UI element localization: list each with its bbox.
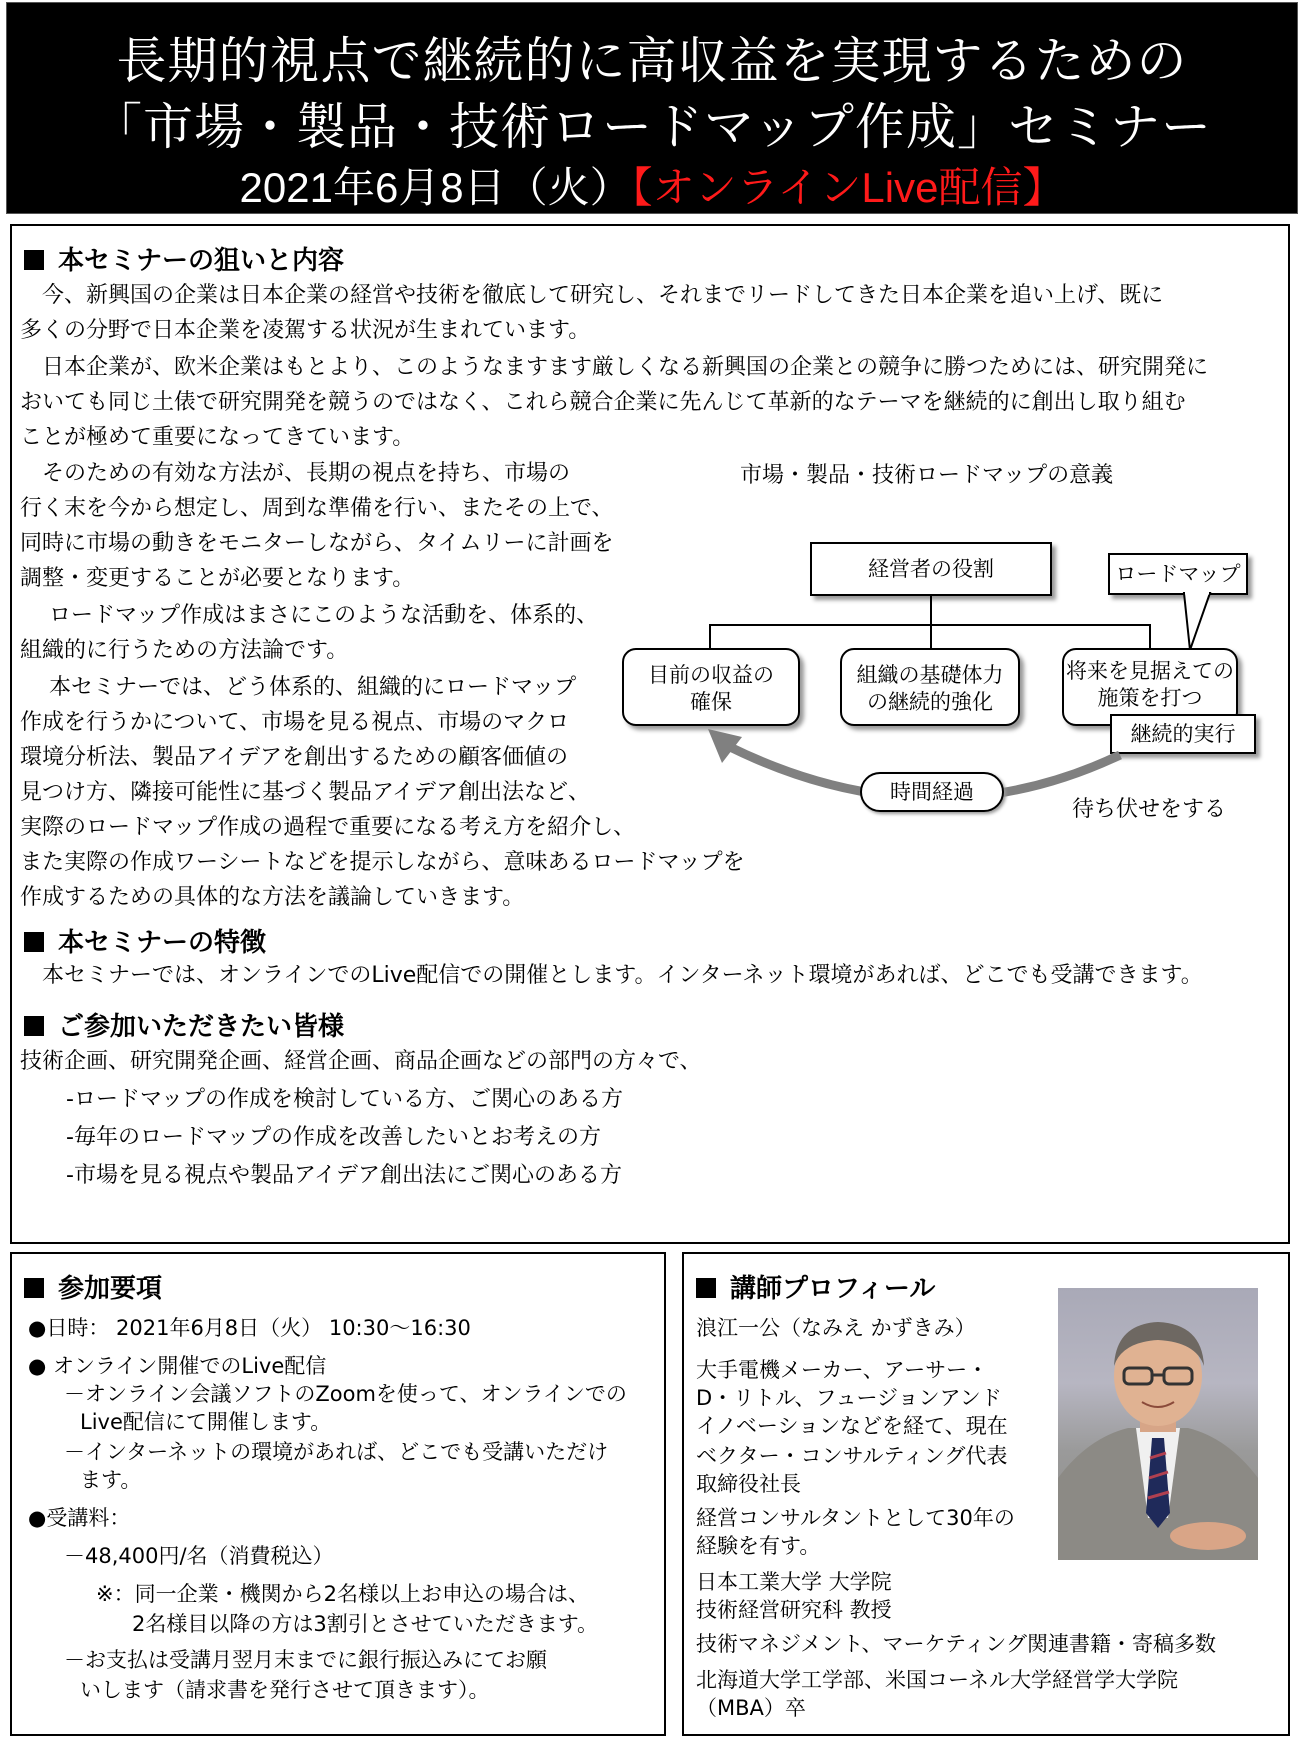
aims-line: 調整・変更することが必要となります。 [20, 566, 415, 591]
aims-line: 見つけ方、隣接可能性に基づく製品アイデア創出法など、 [20, 780, 591, 805]
section-title-profile: 講師プロフィール [696, 1268, 935, 1305]
discount-note: ※：同一企業・機関から2名様以上お申込の場合は、 [96, 1582, 589, 1606]
date-line [7, 155, 1297, 215]
connector-line [1149, 624, 1151, 648]
audience-item: -毎年のロードマップの作成を改善したいとお考えの方 [66, 1125, 602, 1150]
aims-line: 同時に市場の動きをモニターしながら、タイムリーに計画を [20, 531, 614, 556]
fee-heading: ●受講料： [28, 1506, 131, 1530]
diagram-callout-roadmap: ロードマップ [1108, 553, 1248, 595]
instructor-photo [1058, 1288, 1258, 1560]
audience-item: -ロードマップの作成を検討している方、ご関心のある方 [66, 1087, 624, 1112]
diagram-box-short-term-profit: 目前の収益の 確保 [622, 648, 800, 726]
title-line-2: 「市場・製品・技術ロードマップ作成」セミナー [92, 99, 1212, 155]
experience-line: 経営コンサルタントとして30年の [696, 1506, 1015, 1530]
aims-line: 実際のロードマップ作成の過程で重要になる考え方を紹介し、 [20, 815, 636, 840]
online-live-badge: 【オンラインLive配信】 [631, 164, 1065, 211]
aims-line: 組織的に行うための方法論です。 [20, 638, 349, 663]
callout-tail-icon [1180, 592, 1220, 652]
career-line: 大手電機メーカー、アーサー・ [696, 1358, 989, 1382]
online-detail: －インターネットの環境があれば、どこでも受講いただけ [64, 1440, 609, 1464]
payment-note: いします（請求書を発行させて頂きます）。 [80, 1678, 490, 1702]
square-bullet-icon [24, 250, 44, 270]
connector-line [709, 624, 711, 648]
title-line-1: 長期的視点で継続的に高収益を実現するための [116, 33, 1188, 89]
event-datetime: ●日時： 2021年6月8日（火） 10:30～16:30 [28, 1316, 471, 1340]
education-line: 北海道大学工学部、米国コーネル大学経営学大学院 [696, 1668, 1178, 1692]
diagram-ambush-label: 待ち伏せをする [1072, 797, 1227, 822]
career-line: イノベーションなどを経て、現在 [696, 1414, 1008, 1438]
fee-amount: －48,400円/名（消費税込） [64, 1544, 334, 1568]
section-title-features: 本セミナーの特徴 [24, 922, 266, 959]
online-detail: ます。 [80, 1468, 142, 1492]
aims-line: ロードマップ作成はまさにこのような活動を、体系的、 [20, 603, 599, 628]
audience-item: -市場を見る視点や製品アイデア創出法にご関心のある方 [66, 1163, 622, 1188]
aims-line: 多くの分野で日本企業を凌駕する状況が生まれています。 [20, 318, 591, 343]
connector-line [930, 624, 932, 648]
diagram-box-continuous-execution: 継続的実行 [1110, 714, 1256, 754]
diagram-title: 市場・製品・技術ロードマップの意義 [740, 463, 1114, 488]
experience-line: 経験を有す。 [696, 1534, 821, 1558]
online-detail: －オンライン会議ソフトのZoomを使って、オンラインでの [64, 1382, 627, 1406]
diagram-box-future-measures: 将来を見据えての 施策を打つ [1062, 648, 1238, 726]
online-detail: Live配信にて開催します。 [80, 1410, 332, 1434]
aims-line: 作成を行うかについて、市場を見る視点、市場のマクロ [20, 710, 570, 735]
books-line: 技術マネジメント、マーケティング関連書籍・寄稿多数 [696, 1632, 1216, 1656]
aims-line: ことが極めて重要になってきています。 [20, 425, 415, 450]
career-line: D・リトル、フュージョンアンド [696, 1386, 1002, 1410]
career-line: ベクター・コンサルティング代表 [696, 1444, 1008, 1468]
square-bullet-icon [24, 1016, 44, 1036]
instructor-name: 浪江一公（なみえ かずきみ） [696, 1316, 976, 1340]
education-line: （MBA）卒 [696, 1696, 806, 1720]
aims-line: 行く末を今から想定し、周到な準備を行い、またその上で、 [20, 496, 614, 521]
aims-line: 本セミナーでは、どう体系的、組織的にロードマップ [20, 675, 577, 700]
square-bullet-icon [24, 932, 44, 952]
square-bullet-icon [24, 1278, 44, 1298]
square-bullet-icon [696, 1278, 716, 1298]
career-line: 取締役社長 [696, 1472, 801, 1496]
aims-line: 環境分析法、製品アイデアを創出するための顧客価値の [20, 745, 569, 770]
diagram-time-elapsed-label: 時間経過 [860, 772, 1004, 812]
aims-line: 今、新興国の企業は日本企業の経営や技術を徹底して研究し、それまでリードしてきた日本企業を追い上げ、既に [20, 283, 1164, 308]
aims-line: おいても同じ土俵で研究開発を競うのではなく、これら競合企業に先んじて革新的なテーマを継続的に創出し取り組む [20, 390, 1186, 415]
aims-line: また実際の作成ワーシートなどを提示しながら、意味あるロードマップを [20, 850, 745, 875]
aims-line: 作成するための具体的な方法を議論していきます。 [20, 885, 525, 910]
diagram-box-management-role: 経営者の役割 [810, 542, 1052, 596]
audience-intro: 技術企画、研究開発企画、経営企画、商品企画などの部門の方々で、 [20, 1049, 702, 1074]
section-title-details: 参加要項 [24, 1268, 162, 1305]
header-banner [6, 2, 1298, 214]
section-title-aims: 本セミナーの狙いと内容 [24, 240, 344, 277]
discount-note: 2名様目以降の方は3割引とさせていただきます。 [132, 1612, 599, 1636]
online-heading: ● オンライン開催でのLive配信 [28, 1354, 327, 1378]
section-title-audience: ご参加いただきたい皆様 [24, 1006, 344, 1043]
aims-line: そのための有効な方法が、長期の視点を持ち、市場の [20, 461, 571, 486]
payment-note: －お支払は受講月翌月末までに銀行振込みにてお願 [64, 1648, 547, 1672]
features-text: 本セミナーでは、オンラインでのLive配信での開催とします。インターネット環境があれば、どこでも受講できます。 [20, 963, 1203, 988]
connector-line [930, 596, 932, 626]
aims-line: 日本企業が、欧米企業はもとより、このようなますます厳しくなる新興国の企業との競争に勝つためには、研究開発に [20, 355, 1209, 380]
diagram-box-organization-strength: 組織の基礎体力 の継続的強化 [840, 648, 1020, 726]
position-line: 技術経営研究科 教授 [696, 1598, 892, 1622]
position-line: 日本工業大学 大学院 [696, 1570, 892, 1594]
event-date: 2021年6月8日（火） [239, 164, 632, 211]
